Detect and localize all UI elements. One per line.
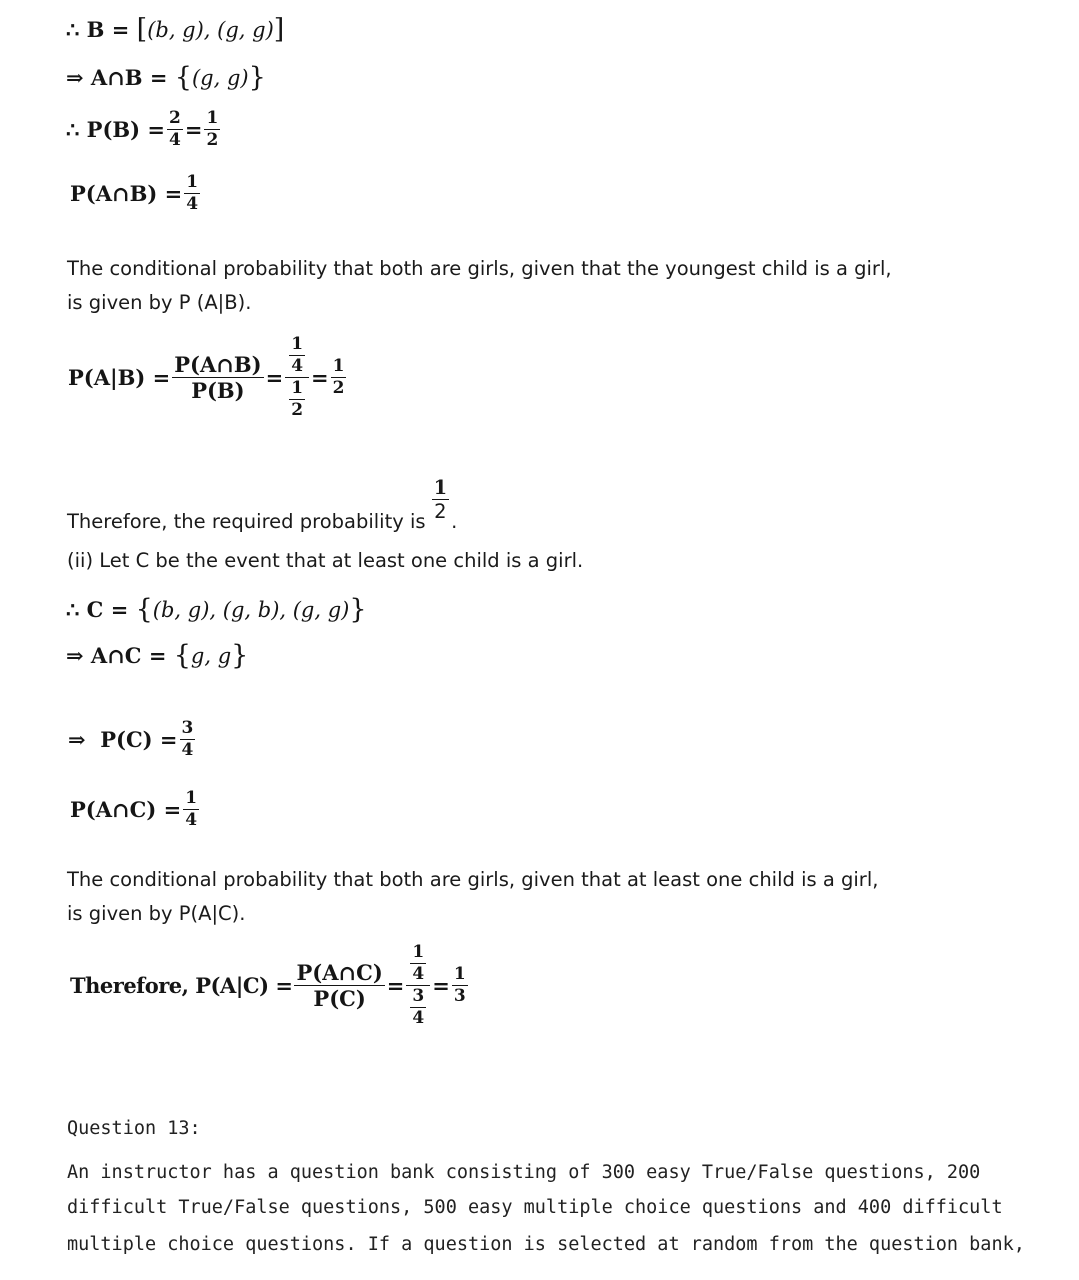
result-line bbox=[67, 466, 457, 533]
fraction bbox=[183, 790, 199, 829]
numerator: 1 bbox=[453, 964, 466, 984]
denominator bbox=[406, 986, 430, 1027]
numerator bbox=[406, 944, 430, 986]
denominator: 2 bbox=[206, 130, 219, 150]
eq-body: (b, g), (g, g) bbox=[147, 17, 274, 42]
eq-lhs: ⇒ A∩B = bbox=[66, 65, 168, 90]
fraction bbox=[410, 988, 426, 1027]
fraction bbox=[452, 966, 468, 1005]
eq-lhs: ⇒ A∩C = bbox=[66, 643, 167, 668]
numerator: 1 bbox=[185, 788, 198, 808]
equation-a-intersect-c bbox=[66, 640, 248, 671]
eq-lhs: P(A|B) = bbox=[68, 365, 171, 390]
question-line: An instructor has a question bank consisting of 300 easy True/False questions, 200 bbox=[67, 1162, 981, 1183]
question-line: difficult True/False questions, 500 easy multiple choice questions and 400 difficult bbox=[67, 1197, 1003, 1218]
fraction bbox=[204, 110, 220, 149]
question-line: multiple choice questions. If a question is selected at random from the question bank, bbox=[67, 1234, 1025, 1255]
numerator: 1 bbox=[433, 475, 448, 499]
equation-b-set bbox=[66, 14, 284, 45]
numerator: 1 bbox=[291, 334, 304, 354]
denominator: P(C) bbox=[313, 986, 366, 1011]
numerator: 1 bbox=[186, 172, 199, 192]
brace: { bbox=[174, 62, 192, 93]
fraction bbox=[410, 944, 426, 983]
fraction bbox=[289, 336, 305, 375]
denominator: 3 bbox=[453, 986, 466, 1006]
eq-lhs: Therefore, P(A|C) = bbox=[70, 973, 293, 998]
paragraph-line: (ii) Let C be the event that at least one child is a girl. bbox=[67, 549, 584, 572]
equation-p-a-intersect-c bbox=[70, 790, 201, 829]
numerator bbox=[285, 336, 309, 378]
paragraph-line: The conditional probability that both are girls, given that at least one child is a girl, bbox=[67, 868, 879, 891]
equals: = bbox=[265, 365, 284, 390]
denominator: 4 bbox=[186, 194, 199, 214]
eq-body: g, g bbox=[190, 643, 232, 668]
bracket: ] bbox=[273, 14, 285, 45]
compound-fraction bbox=[406, 944, 430, 1027]
equals: = bbox=[184, 117, 203, 142]
eq-lhs: ⇒ P(C) = bbox=[68, 727, 178, 752]
fraction bbox=[289, 380, 305, 419]
denominator: 4 bbox=[169, 130, 181, 150]
numerator: 2 bbox=[169, 108, 181, 128]
numerator: 1 bbox=[206, 108, 219, 128]
equals: = bbox=[311, 365, 329, 390]
numerator: 1 bbox=[412, 942, 425, 962]
fraction bbox=[331, 358, 347, 397]
fraction bbox=[184, 174, 200, 213]
denominator: P(B) bbox=[191, 378, 245, 403]
eq-lhs: P(A∩B) = bbox=[70, 181, 183, 206]
period: . bbox=[451, 510, 458, 533]
equation-p-b bbox=[66, 110, 222, 149]
brace: } bbox=[248, 62, 266, 93]
denominator: 4 bbox=[181, 740, 194, 760]
eq-body: (b, g), (g, b), (g, g) bbox=[152, 597, 350, 622]
denominator bbox=[285, 378, 309, 419]
equals: = bbox=[432, 973, 450, 998]
numerator: P(A∩C) bbox=[296, 960, 383, 985]
brace: } bbox=[349, 594, 367, 625]
equation-p-a-intersect-b bbox=[70, 174, 202, 213]
equation-c-set bbox=[66, 594, 367, 625]
equation-p-c bbox=[68, 720, 197, 759]
eq-lhs: ∴ P(B) = bbox=[66, 117, 165, 142]
denominator: 2 bbox=[332, 378, 345, 398]
paragraph-line: The conditional probability that both are girls, given that the youngest child is a girl, bbox=[67, 257, 892, 280]
brace: { bbox=[173, 640, 191, 671]
fraction bbox=[167, 110, 183, 149]
equation-p-a-given-c bbox=[70, 944, 470, 1027]
bracket: [ bbox=[136, 14, 148, 45]
equation-a-intersect-b bbox=[66, 62, 266, 93]
numerator: 3 bbox=[181, 718, 194, 738]
brace: } bbox=[231, 640, 249, 671]
eq-lhs: P(A∩C) = bbox=[70, 797, 182, 822]
paragraph-line: is given by P(A|C). bbox=[67, 902, 246, 925]
question-title: Question 13: bbox=[67, 1118, 201, 1139]
eq-lhs: ∴ C = bbox=[66, 597, 129, 622]
result-text: Therefore, the required probability is bbox=[67, 510, 426, 533]
denominator: 4 bbox=[412, 964, 425, 984]
compound-fraction bbox=[285, 336, 309, 419]
equals: = bbox=[386, 973, 405, 998]
denominator: 2 bbox=[291, 400, 304, 420]
brace: { bbox=[135, 594, 153, 625]
numerator: P(A∩B) bbox=[174, 352, 262, 377]
fraction bbox=[180, 720, 196, 759]
denominator: 4 bbox=[185, 810, 198, 830]
denominator: 2 bbox=[434, 500, 447, 523]
numerator: 3 bbox=[412, 986, 425, 1006]
denominator: 4 bbox=[291, 356, 304, 376]
eq-body: (g, g) bbox=[191, 65, 249, 90]
equation-p-a-given-b bbox=[68, 336, 348, 419]
denominator: 4 bbox=[412, 1008, 425, 1028]
eq-lhs: ∴ B = bbox=[66, 17, 130, 42]
numerator: 1 bbox=[332, 356, 345, 376]
numerator: 1 bbox=[291, 378, 304, 398]
fraction bbox=[294, 962, 384, 1009]
fraction bbox=[172, 354, 263, 401]
result-fraction bbox=[432, 475, 450, 523]
paragraph-line: is given by P (A|B). bbox=[67, 291, 252, 314]
